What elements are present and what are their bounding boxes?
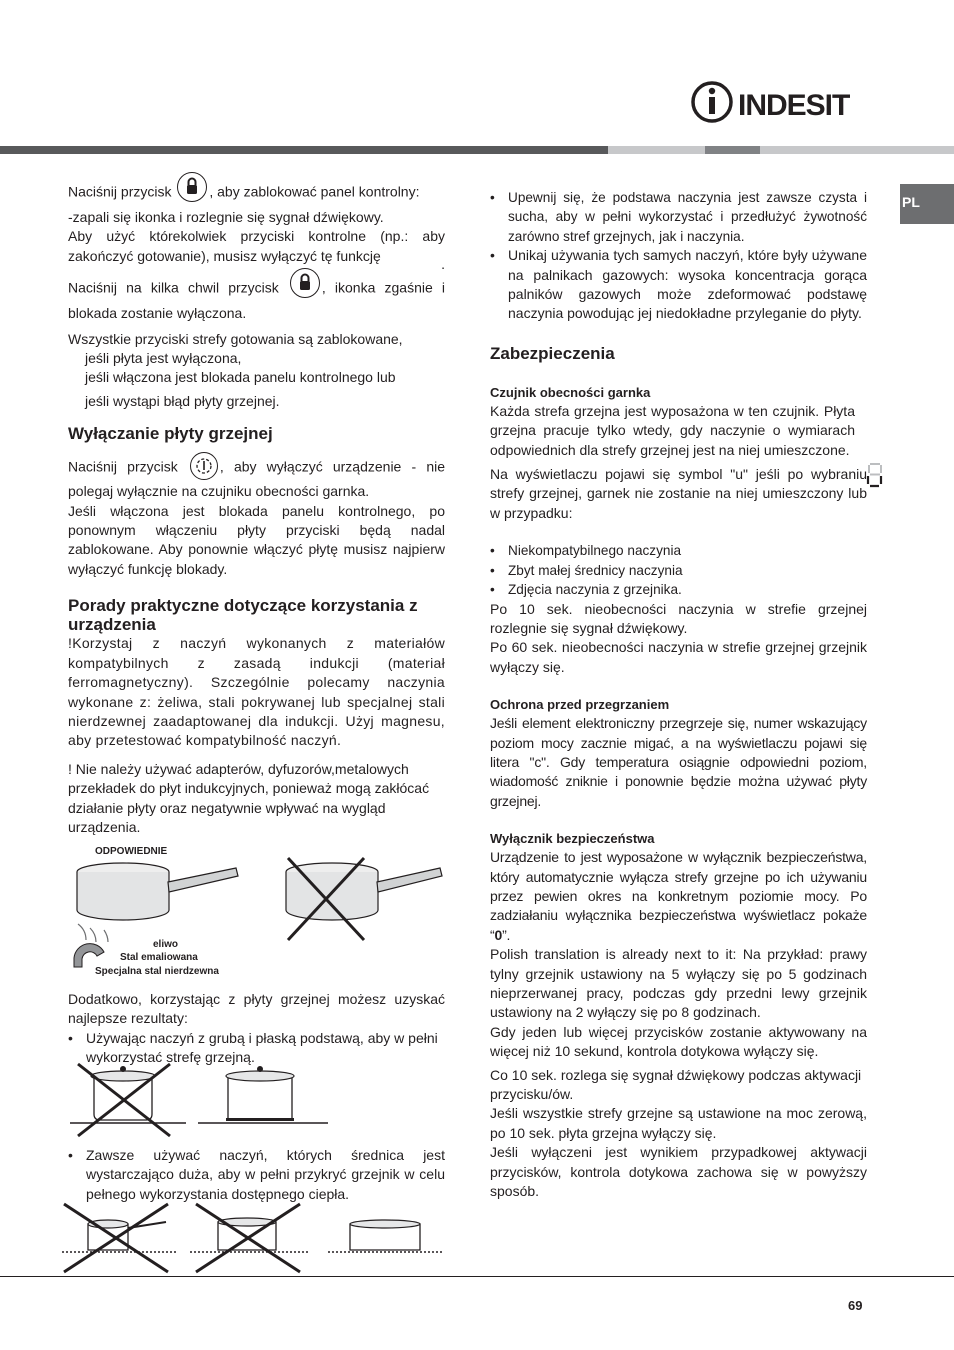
heading-safety-switch: Wyłącznik bezpieczeństwa <box>490 831 655 847</box>
sensor-paragraph-2: Na wyświetlaczu pojawi się symbol "u" jeśli po wybraniu strefy grzejnej, garnek nie zostanie na niej umieszczony lub w przypadku: <box>490 466 867 521</box>
heading-safety: Zabezpieczenia <box>490 343 615 363</box>
list-item: • Upewnij się, że podstawa naczynia jest zawsze czysta i sucha, aby w pełni wykorzystać i przedłużyć żywotność zarówno stref grzejnych, jak i naczynia. <box>490 188 867 246</box>
lock-paragraph-1: Naciśnij przycisk , aby zablokować panel kontrolny: <box>68 178 445 208</box>
material-label-2: Stal emaliowana <box>120 952 198 963</box>
overheat-paragraph: Jeśli element elektroniczny przegrzeje się, numer wskazujący poziom mocy zacznie migać, a na wyświetlaczu pojawi się litera "c". Gdy temperatura osiągnie odpowiedni poziom, wiadomość zniknie i ponownie będzie można używać płyty grzejnej. <box>490 715 867 809</box>
power-icon <box>190 452 218 480</box>
svg-text:INDESIT: INDESIT <box>738 89 850 122</box>
blocked-intro: Wszystkie przyciski strefy gotowania są zablokowane, <box>68 330 403 347</box>
sensor-paragraph-3: Po 10 sek. nieobecności naczynia w strefie grzejnej rozlegnie się sygnał dźwiękowy. <box>490 600 867 636</box>
off-paragraph-1: Naciśnij przycisk , aby wyłączyć urządzenie - nie polegaj wyłącznie na czujniku obecności garnka. <box>68 454 445 501</box>
list-item: • Niekompatybilnego naczynia <box>490 541 867 560</box>
heading-switch-off: Wyłączanie płyty grzejnej <box>68 424 273 444</box>
sensor-paragraph-1: Każda strefa grzejna jest wyposażona w ten czujnik. Płyta grzejna pracuje tylko wtedy, gdy naczynie o wymiarach odpowiednich dla strefy grzejnej jest na niej umieszczone. <box>490 402 855 458</box>
heading-sensor: Czujnik obecności garnka <box>490 384 651 400</box>
lock-paragraph-3: Aby użyć którekolwiek przyciski kontrolne (np.: aby zakończyć gotowanie), musisz wyłączyć tę funkcję . <box>68 228 445 272</box>
material-label-3: Specjalna stal nierdzewna <box>95 966 219 977</box>
extra-intro: Dodatkowo, korzystając z płyty grzejnej możesz uzyskać najlepsze rezultaty: <box>68 991 445 1027</box>
lock-icon <box>177 172 207 202</box>
lock-paragraph-2: -zapali się ikonka i rozlegnie się sygnał dźwiękowy. <box>68 209 384 225</box>
list-item: • Zawsze używać naczyń, których średnica jest wystarczająco duża, aby w pełni przykryć grzejnik w celu pełnego wykorzystania dostępnego ciepła. <box>68 1146 445 1204</box>
switch-paragraph-4: Co 10 sek. rozlega się sygnał dźwiękowy podczas aktywacji przycisku/ów. <box>490 1066 862 1103</box>
extra-tips-2 <box>68 1146 445 1204</box>
switch-paragraph-6: Jeśli wyłączeni jest wynikiem przypadkowej aktywacji przycisków, kontrola dotykowa zachowa się w powyższy sposób. <box>490 1144 867 1200</box>
left-column <box>68 178 445 837</box>
header-bar-mid <box>705 146 760 154</box>
list-item: • Zdjęcia naczynia z grzejnika. <box>490 580 867 599</box>
extra-tips <box>68 990 445 1068</box>
thick-base-pots-illustration <box>66 1060 346 1140</box>
indesit-logo <box>690 78 870 126</box>
off-paragraph-2: Jeśli włączona jest blokada panelu kontrolnego, po ponownym włączeniu płyty przyciski będą nadal zablokowane. Aby ponownie włączyć płytę musisz najpierw wyłączyć funkcję blokady. <box>68 502 445 577</box>
lock-icon-2 <box>290 268 320 298</box>
switch-paragraph-2: Polish translation is already next to it: Na przykład: prawy tylny grzejnik ustawiony na 5 wyłączy się po 5 godzinach nieprzerwanej pracy, podczas gdy przedni lewy grzejnik ustawiony na 2 wyłączy się po 8 godzinach. <box>490 946 867 1021</box>
pot-diameter-illustration <box>58 1200 448 1276</box>
material-label-1: eliwo <box>153 939 179 950</box>
label-suitable: ODPOWIEDNIE <box>95 846 168 857</box>
blocked-item: jeśli włączona jest blokada panelu kontrolnego lub <box>85 369 396 386</box>
heading-overheat: Ochrona przed przegrzaniem <box>490 697 670 713</box>
switch-paragraph-1: Urządzenie to jest wyposażone w wyłącznik bezpieczeństwa, który automatycznie wyłącza strefy grzejne po ich używaniu przez pewien okres na konkretnym poziomie mocy. Po zadziałaniu wyłącznika bezpieczeństwa wyświetlacz pokaże “0”. <box>490 849 867 943</box>
header-bar-light <box>608 146 705 154</box>
tips-paragraph-2: ! Nie należy używać adapterów, dyfuzorów,metalowych przekładek do płyt indukcyjnych, ponieważ mogą zakłócać działanie płyty oraz negatywnie wpływać na wygląd urządzenia. <box>68 760 430 835</box>
display-u-icon <box>866 462 884 488</box>
sensor-paragraph-4: Po 60 sek. nieobecności naczynia w strefie grzejnej grzejnik wyłączy się. <box>490 639 867 675</box>
header-bar-light-2 <box>760 146 954 154</box>
blocked-item: jeśli wystąpi błąd płyty grzejnej. <box>85 392 280 409</box>
blocked-item: jeśli płyta jest wyłączona, <box>85 350 242 367</box>
tips-paragraph-1: !Korzystaj z naczyń wykonanych z materiałów kompatybilnych z zasadą indukcji (materiał ferromagnetyczny). Szczególnie polecamy naczynia wykonane z: żeliwa, stali pokrywanej lub specjalnej stali nierdzewnej zaadaptowanej dla indukcji. Użyj magnesu, aby przetestować kompatybilność naczyń. <box>68 635 445 749</box>
page-number: 69 <box>848 1298 863 1313</box>
list-item: • Unikaj używania tych samych naczyń, które były używane na palnikach gazowych: wysoka koncentracja gorąca palników gazowych może zdeformować podstawę naczynia powodując jej niedokładne przyleganie do płyty. <box>490 246 867 324</box>
list-item: • Zbyt małej średnicy naczynia <box>490 561 867 580</box>
list-item: • Używając naczyń z grubą i płaską podstawą, aby w pełni wykorzystać strefę grzejną. <box>68 1029 445 1068</box>
switch-paragraph-3: Gdy jeden lub więcej przycisków zostanie aktywowany na więcej niż 10 sekund, kontrola dotykowa wyłączy się. <box>490 1023 867 1060</box>
header-bar-dark <box>0 146 608 154</box>
unsuitable-pot-illustration <box>278 856 448 946</box>
footer-line <box>0 1276 954 1277</box>
heading-tips: Porady praktyczne dotyczące korzystania z urządzenia <box>68 596 418 635</box>
lock-paragraph-4: Naciśnij na kilka chwil przycisk , ikonka zgaśnie i blokada zostanie wyłączona. <box>68 274 445 323</box>
language-tab: PL <box>900 184 954 224</box>
right-column <box>490 188 867 1201</box>
switch-paragraph-5: Jeśli wszystkie strefy grzejne są ustawione na moc zerową, po 10 sek. płyta grzejna wyłączy się. <box>490 1105 867 1141</box>
